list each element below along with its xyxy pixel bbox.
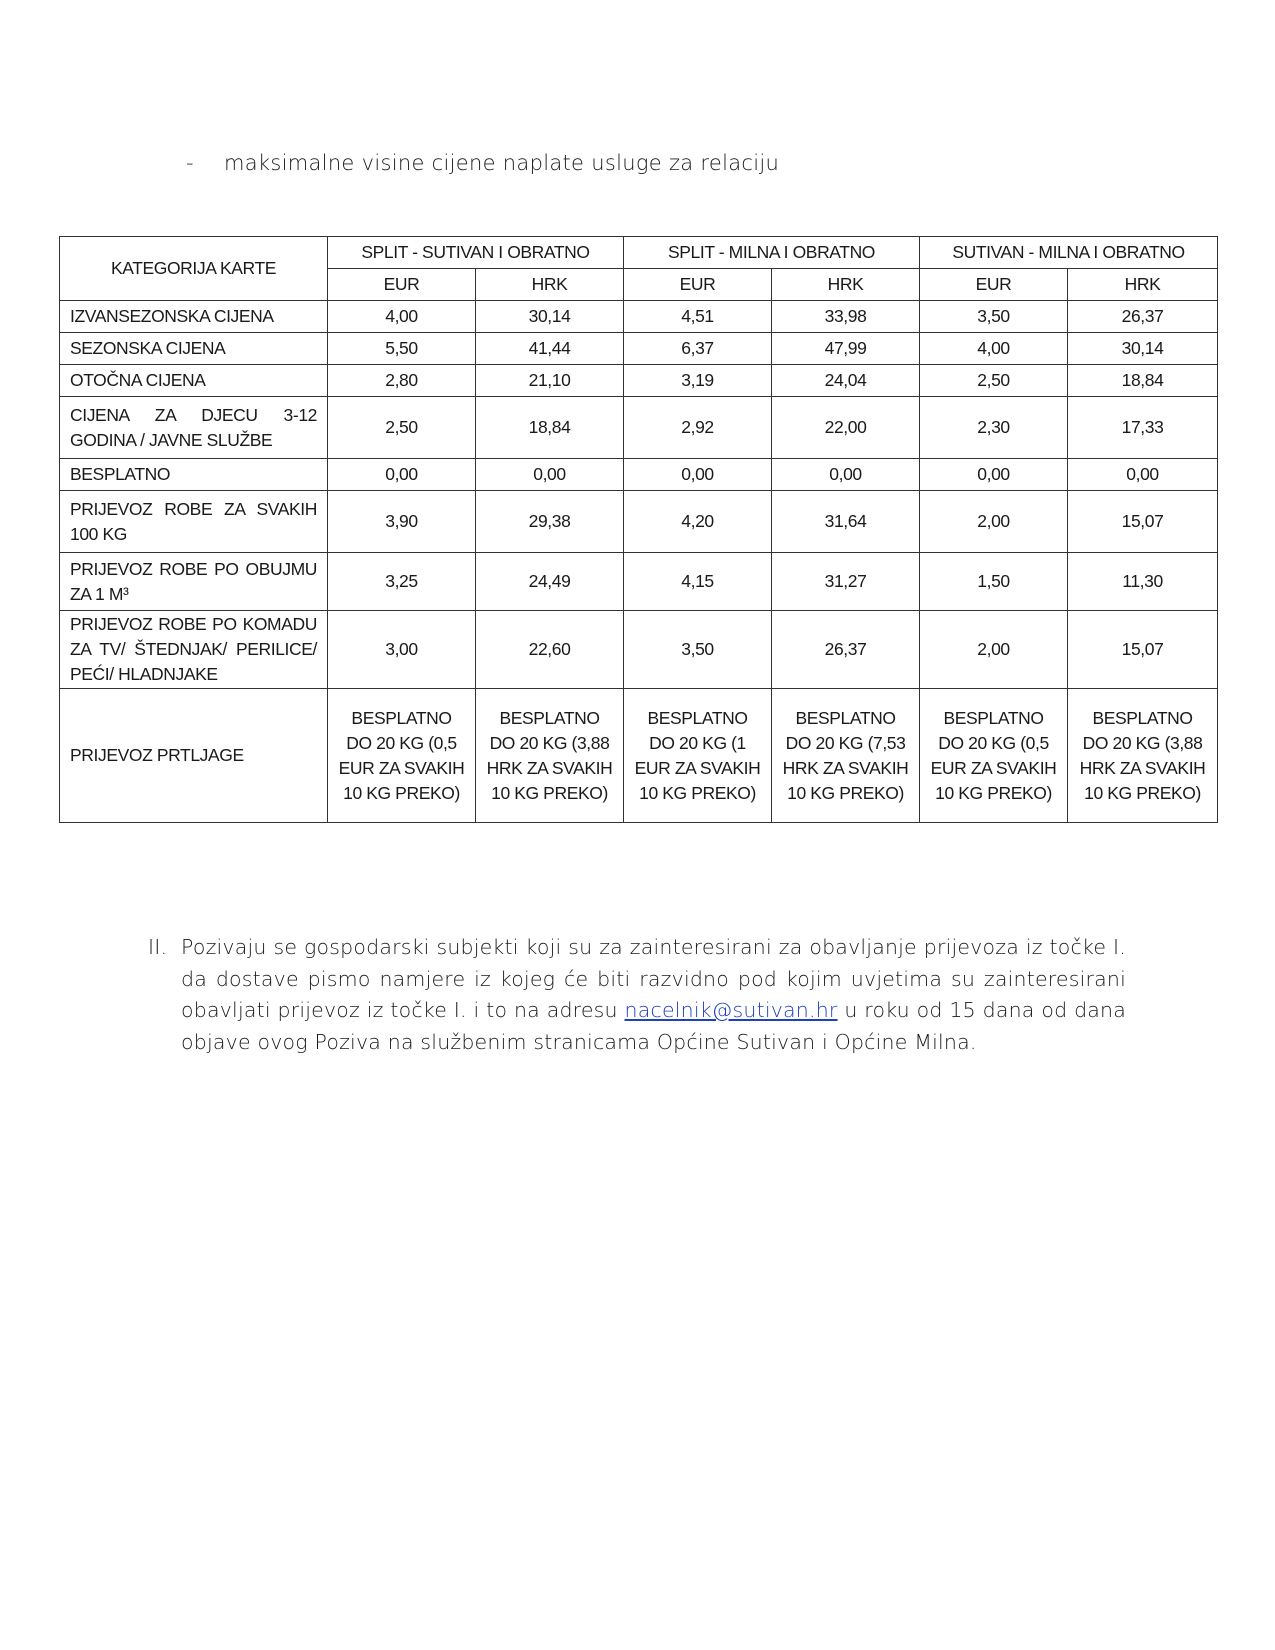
price-cell: 0,00 [476, 459, 624, 491]
table-row [60, 301, 1218, 333]
price-cell: BESPLATNO DO 20 KG (7,53 HRK ZA SVAKIH 10 KG PREKO) [772, 689, 920, 823]
price-cell: BESPLATNO DO 20 KG (1 EUR ZA SVAKIH 10 KG PREKO) [624, 689, 772, 823]
currency-header: EUR [624, 269, 772, 301]
price-cell: BESPLATNO DO 20 KG (3,88 HRK ZA SVAKIH 10 KG PREKO) [1068, 689, 1218, 823]
price-cell: 0,00 [920, 459, 1068, 491]
price-cell: 0,00 [624, 459, 772, 491]
price-cell: 26,37 [1068, 301, 1218, 333]
price-cell: 47,99 [772, 333, 920, 365]
price-cell: 33,98 [772, 301, 920, 333]
price-cell: 2,00 [920, 611, 1068, 689]
price-cell: 2,00 [920, 491, 1068, 553]
category-cell: IZVANSEZONSKA CIJENA [60, 301, 328, 333]
price-cell: 30,14 [1068, 333, 1218, 365]
currency-header: HRK [1068, 269, 1218, 301]
table-row [60, 333, 1218, 365]
price-cell: 29,38 [476, 491, 624, 553]
intro-line [186, 151, 779, 175]
price-cell: 4,00 [328, 301, 476, 333]
price-cell: 3,50 [920, 301, 1068, 333]
category-header: KATEGORIJA KARTE [60, 237, 328, 301]
category-cell: PRIJEVOZ ROBE ZA SVAKIH 100 KG [60, 491, 328, 553]
price-cell: 24,49 [476, 553, 624, 611]
price-cell: BESPLATNO DO 20 KG (0,5 EUR ZA SVAKIH 10 KG PREKO) [328, 689, 476, 823]
price-cell: 18,84 [1068, 365, 1218, 397]
table-row [60, 397, 1218, 459]
route-header: SPLIT - SUTIVAN I OBRATNO [328, 237, 624, 269]
section-text-before-link: Pozivaju se gospodarski subjekti koji su za zainteresirani za obavljanje prijevoza iz točke I. da dostave pismo namjere iz kojeg će biti razvidno pod kojim uvjetima su zainteresirani obavljati prijevoz iz točke I. i to na adresu [181, 935, 1126, 1022]
price-cell: 0,00 [772, 459, 920, 491]
currency-header: HRK [476, 269, 624, 301]
price-cell: 15,07 [1068, 491, 1218, 553]
price-cell: 0,00 [328, 459, 476, 491]
route-header: SPLIT - MILNA I OBRATNO [624, 237, 920, 269]
route-header: SUTIVAN - MILNA I OBRATNO [920, 237, 1218, 269]
price-cell: BESPLATNO DO 20 KG (3,88 HRK ZA SVAKIH 10 KG PREKO) [476, 689, 624, 823]
section-ii [148, 932, 1126, 1058]
price-cell: 18,84 [476, 397, 624, 459]
price-cell: 1,50 [920, 553, 1068, 611]
price-cell: 3,90 [328, 491, 476, 553]
price-cell: 2,92 [624, 397, 772, 459]
price-cell: 26,37 [772, 611, 920, 689]
category-cell: PRIJEVOZ ROBE PO OBUJMU ZA 1 M³ [60, 553, 328, 611]
email-link[interactable]: nacelnik@sutivan.hr [624, 998, 838, 1022]
price-cell: 4,51 [624, 301, 772, 333]
price-cell: 4,20 [624, 491, 772, 553]
category-cell: OTOČNA CIJENA [60, 365, 328, 397]
table-row [60, 611, 1218, 689]
table-row [60, 689, 1218, 823]
category-cell: BESPLATNO [60, 459, 328, 491]
price-cell: 41,44 [476, 333, 624, 365]
price-cell: 5,50 [328, 333, 476, 365]
price-cell: 30,14 [476, 301, 624, 333]
price-cell: 3,25 [328, 553, 476, 611]
price-cell: 4,15 [624, 553, 772, 611]
price-cell: 22,60 [476, 611, 624, 689]
currency-header: HRK [772, 269, 920, 301]
currency-header: EUR [920, 269, 1068, 301]
price-cell: 11,30 [1068, 553, 1218, 611]
table-row [60, 459, 1218, 491]
price-cell: 15,07 [1068, 611, 1218, 689]
price-cell: 0,00 [1068, 459, 1218, 491]
price-cell: 3,00 [328, 611, 476, 689]
price-cell: 24,04 [772, 365, 920, 397]
price-cell: 17,33 [1068, 397, 1218, 459]
price-table [59, 236, 1218, 823]
category-cell: PRIJEVOZ ROBE PO KOMADU ZA TV/ ŠTEDNJAK/ PERILICE/ PEĆI/ HLADNJAKE [60, 611, 328, 689]
section-text-after-link: u roku od 15 dana od dana objave ovog Poziva na službenim stranicama Općine Sutivan i Općine Milna. [181, 998, 1126, 1054]
price-cell: 4,00 [920, 333, 1068, 365]
table-row [60, 491, 1218, 553]
price-cell: 31,27 [772, 553, 920, 611]
price-cell: 31,64 [772, 491, 920, 553]
price-cell: 3,50 [624, 611, 772, 689]
price-cell: 3,19 [624, 365, 772, 397]
price-cell: 22,00 [772, 397, 920, 459]
price-cell: 6,37 [624, 333, 772, 365]
section-body [181, 932, 1126, 1058]
section-number: II. [148, 935, 168, 959]
intro-text: maksimalne visine cijene naplate usluge za relaciju [224, 151, 780, 175]
bullet-dash: - [186, 151, 194, 175]
currency-header: EUR [328, 269, 476, 301]
price-cell: 2,50 [328, 397, 476, 459]
category-cell: PRIJEVOZ PRTLJAGE [60, 689, 328, 823]
table-row [60, 553, 1218, 611]
price-cell: 2,50 [920, 365, 1068, 397]
price-cell: 2,80 [328, 365, 476, 397]
price-cell: 21,10 [476, 365, 624, 397]
category-cell: SEZONSKA CIJENA [60, 333, 328, 365]
price-cell: BESPLATNO DO 20 KG (0,5 EUR ZA SVAKIH 10 KG PREKO) [920, 689, 1068, 823]
price-cell: 2,30 [920, 397, 1068, 459]
table-row [60, 365, 1218, 397]
category-cell: CIJENA ZA DJECU 3-12 GODINA / JAVNE SLUŽBE [60, 397, 328, 459]
